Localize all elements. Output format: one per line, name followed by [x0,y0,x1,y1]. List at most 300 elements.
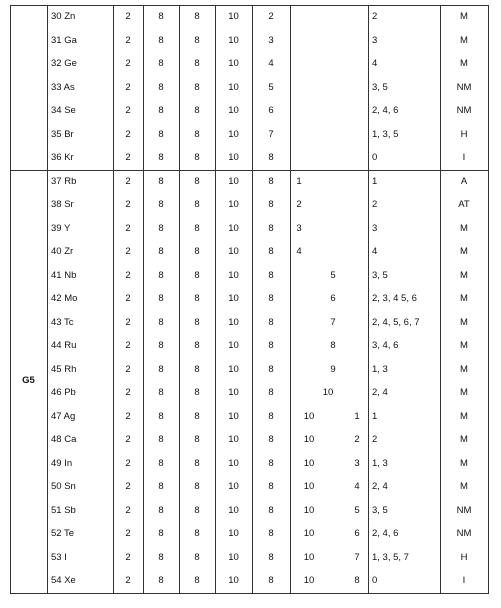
cell-n: 8 [268,363,274,375]
cell-o [321,52,345,76]
cell-k: 2 [125,222,131,234]
cell-valence: 0 [372,152,378,163]
cell-n: 8 [268,175,274,187]
cell-l: 8 [158,246,164,257]
cell-l: 8 [158,434,164,445]
cell-k: 2 [125,152,131,163]
cell-element: 38 Sr [51,199,74,210]
cell-o2: 3 [354,457,360,469]
cell-o2 [346,287,368,311]
cell-m2: 10 [228,11,239,22]
cell-o2: 2 [354,434,360,445]
cell-m: 8 [194,222,200,234]
cell-element: 34 Se [51,105,76,116]
cell-l: 8 [158,11,164,22]
cell-n: 6 [268,105,274,116]
cell-o [321,76,345,100]
cell-n: 8 [268,152,274,163]
cell-o2 [346,311,368,335]
cell-o2 [346,29,368,53]
cell-element: 39 Y [51,222,71,234]
cell-o2 [346,123,368,147]
cell-m2: 10 [228,105,239,116]
cell-m: 8 [194,34,200,46]
cell-o2 [346,193,368,217]
cell-l: 8 [158,575,164,586]
cell-l: 8 [158,504,164,516]
cell-m: 8 [194,363,200,375]
cell-element: 37 Rb [51,175,77,187]
cell-k: 2 [125,363,131,375]
cell-valence: 1 [372,175,378,187]
cell-o2: 5 [354,504,360,516]
cell-k: 2 [125,387,131,398]
cell-m2: 10 [228,199,239,210]
table-row [10,52,488,76]
cell-element: 46 Pb [51,387,76,398]
cell-n2 [290,99,308,123]
cell-valence: 1, 3 [372,457,388,469]
cell-o2 [346,99,368,123]
cell-l: 8 [158,175,164,187]
cell-element: 45 Rh [51,363,77,375]
cell-element: 41 Nb [51,269,77,281]
cell-k: 2 [125,528,131,539]
cell-valence: 2, 4, 6 [372,105,399,116]
cell-o2: 7 [354,551,360,563]
table-row [10,499,488,523]
cell-n: 8 [268,222,274,234]
cell-m2: 10 [228,457,239,469]
cell-k: 2 [125,199,131,210]
cell-element: 44 Ru [51,340,77,351]
cell-m: 8 [194,481,200,492]
cell-l: 8 [158,105,164,116]
cell-o [321,405,345,429]
cell-o [321,475,345,499]
cell-o [321,5,345,29]
cell-o [321,499,345,523]
cell-m: 8 [194,199,200,210]
cell-o [321,29,345,53]
cell-type: M [460,34,468,46]
cell-n2 [290,334,308,358]
table-row [10,264,488,288]
cell-type: NM [456,81,472,93]
cell-n2 [290,29,308,53]
cell-type: NM [456,504,472,516]
table-row [10,334,488,358]
cell-o2: 1 [354,410,360,422]
cell-o [321,99,345,123]
cell-o [321,193,345,217]
cell-o2 [346,240,368,264]
cell-element: 36 Kr [51,152,74,163]
table-row [10,569,488,593]
cell-n: 8 [268,551,274,563]
cell-n2 [290,5,308,29]
cell-n2: 10 [303,481,315,492]
cell-k: 2 [125,316,131,328]
cell-l: 8 [158,269,164,281]
cell-n: 7 [268,128,274,140]
cell-n2: 10 [303,528,315,539]
cell-l: 8 [158,340,164,351]
table-row [10,522,488,546]
cell-n: 5 [268,81,274,93]
cell-n: 8 [268,504,274,516]
cell-k: 2 [125,293,131,304]
cell-type: M [460,222,468,234]
cell-type: NM [456,105,472,116]
cell-n: 8 [268,269,274,281]
cell-o2 [346,76,368,100]
cell-valence: 2, 3, 4 5, 6 [372,293,417,304]
cell-o2 [346,334,368,358]
cell-n2: 1 [296,175,302,187]
cell-o [321,217,345,241]
cell-element: 40 Zr [51,246,74,257]
cell-n2 [290,146,308,170]
cell-m: 8 [194,175,200,187]
cell-element: 32 Ge [51,58,77,69]
cell-k: 2 [125,457,131,469]
cell-l: 8 [158,199,164,210]
cell-m2: 10 [228,81,239,93]
cell-valence: 0 [372,575,378,586]
cell-n2: 3 [296,222,302,234]
cell-m2: 10 [228,481,239,492]
cell-n2 [290,358,308,382]
cell-m: 8 [194,105,200,116]
cell-valence: 2, 4 [372,481,388,492]
table-row [10,546,488,570]
cell-n: 2 [268,11,274,22]
cell-type: M [460,410,468,422]
cell-m2: 10 [228,34,239,46]
cell-o [321,546,345,570]
cell-element: 51 Sb [51,504,76,516]
cell-valence: 2, 4, 5, 6, 7 [372,316,420,328]
cell-o: 9 [330,363,336,375]
cell-element: 54 Xe [51,575,76,586]
cell-type: I [462,152,466,163]
cell-o: 5 [330,269,336,281]
cell-l: 8 [158,363,164,375]
cell-m: 8 [194,504,200,516]
cell-type: M [460,481,468,492]
table-row [10,5,488,29]
cell-n: 8 [268,410,274,422]
cell-m: 8 [194,11,200,22]
cell-l: 8 [158,551,164,563]
cell-k: 2 [125,551,131,563]
cell-l: 8 [158,457,164,469]
cell-type: M [460,58,468,69]
cell-l: 8 [158,58,164,69]
cell-n2 [290,287,308,311]
cell-k: 2 [125,58,131,69]
cell-n2: 2 [296,199,302,210]
cell-o [321,452,345,476]
cell-element: 42 Mo [51,293,78,304]
cell-m2: 10 [228,128,239,140]
cell-element: 48 Ca [51,434,77,445]
cell-n: 3 [268,34,274,46]
cell-type: I [462,575,466,586]
cell-n: 8 [268,481,274,492]
periodic-shell-table [10,5,488,594]
cell-n2: 10 [303,551,315,563]
cell-m: 8 [194,457,200,469]
cell-n2 [290,311,308,335]
cell-l: 8 [158,128,164,140]
cell-m2: 10 [228,222,239,234]
cell-l: 8 [158,481,164,492]
cell-m: 8 [194,128,200,140]
cell-type: M [460,316,468,328]
cell-n2: 10 [303,504,315,516]
table-row [10,76,488,100]
cell-k: 2 [125,504,131,516]
cell-k: 2 [125,128,131,140]
cell-n2: 10 [303,410,315,422]
cell-element: 53 I [51,551,67,563]
cell-m: 8 [194,434,200,445]
table-row [10,99,488,123]
cell-valence: 1 [372,410,378,422]
table-row [10,311,488,335]
cell-o [321,522,345,546]
cell-o [321,170,345,194]
cell-valence: 2, 4 [372,387,388,398]
cell-valence: 3, 5 [372,504,388,516]
cell-k: 2 [125,575,131,586]
cell-element: 33 As [51,81,75,93]
cell-n2: 10 [303,434,315,445]
cell-m2: 10 [228,58,239,69]
cell-k: 2 [125,81,131,93]
cell-m2: 10 [228,363,239,375]
table-row [10,358,488,382]
table-row [10,381,488,405]
cell-type: M [460,293,468,304]
cell-valence: 4 [372,58,378,69]
table-row [10,193,488,217]
cell-m2: 10 [228,387,239,398]
cell-valence: 2 [372,434,378,445]
cell-n2 [290,76,308,100]
cell-o: 10 [322,387,334,398]
cell-o [321,240,345,264]
cell-l: 8 [158,387,164,398]
cell-m: 8 [194,387,200,398]
cell-valence: 3 [372,34,378,46]
cell-k: 2 [125,11,131,22]
cell-o: 7 [330,316,336,328]
cell-m: 8 [194,528,200,539]
cell-type: M [460,434,468,445]
cell-type: M [460,363,468,375]
cell-valence: 3, 4, 6 [372,340,399,351]
cell-k: 2 [125,105,131,116]
cell-valence: 3, 5 [372,81,388,93]
cell-m2: 10 [228,175,239,187]
cell-o2 [346,217,368,241]
cell-element: 31 Ga [51,34,77,46]
cell-type: H [460,128,468,140]
cell-l: 8 [158,222,164,234]
cell-m2: 10 [228,316,239,328]
cell-n: 8 [268,387,274,398]
cell-n: 8 [268,293,274,304]
cell-valence: 1, 3, 5 [372,128,399,140]
cell-element: 43 Tc [51,316,74,328]
cell-type: M [460,387,468,398]
cell-n: 8 [268,528,274,539]
cell-m2: 10 [228,293,239,304]
cell-n: 8 [268,575,274,586]
cell-m2: 10 [228,575,239,586]
cell-l: 8 [158,316,164,328]
cell-type: M [460,457,468,469]
cell-n2: 10 [303,575,315,586]
cell-m: 8 [194,340,200,351]
cell-type: M [460,246,468,257]
cell-o: 8 [330,340,336,351]
cell-n: 8 [268,340,274,351]
cell-m2: 10 [228,269,239,281]
cell-type: M [460,269,468,281]
cell-k: 2 [125,246,131,257]
cell-m: 8 [194,316,200,328]
group-label: G5 [22,375,35,386]
cell-l: 8 [158,81,164,93]
cell-valence: 2, 4, 6 [372,528,399,539]
cell-l: 8 [158,410,164,422]
cell-m2: 10 [228,246,239,257]
table-rule [488,5,489,593]
cell-k: 2 [125,481,131,492]
cell-m: 8 [194,152,200,163]
table-row [10,29,488,53]
cell-m2: 10 [228,434,239,445]
cell-l: 8 [158,34,164,46]
cell-o2 [346,381,368,405]
cell-m2: 10 [228,152,239,163]
table-row [10,405,488,429]
cell-element: 30 Zn [51,11,76,22]
cell-m: 8 [194,575,200,586]
table-rule [10,593,489,594]
cell-o2 [346,146,368,170]
cell-m2: 10 [228,340,239,351]
cell-n2: 4 [296,246,302,257]
cell-o [321,146,345,170]
cell-m: 8 [194,410,200,422]
cell-n: 8 [268,457,274,469]
cell-m2: 10 [228,504,239,516]
table-row [10,123,488,147]
cell-o2: 6 [354,528,360,539]
table-row [10,475,488,499]
cell-k: 2 [125,269,131,281]
cell-valence: 2 [372,199,378,210]
cell-n2: 10 [303,457,315,469]
table-row [10,217,488,241]
cell-m2: 10 [228,528,239,539]
cell-element: 35 Br [51,128,74,140]
cell-type: H [460,551,468,563]
cell-o2 [346,358,368,382]
cell-o2 [346,170,368,194]
cell-type: A [460,175,468,187]
cell-n: 8 [268,316,274,328]
cell-element: 49 In [51,457,73,469]
cell-l: 8 [158,293,164,304]
cell-o [321,428,345,452]
cell-valence: 1, 3 [372,363,388,375]
cell-m: 8 [194,293,200,304]
cell-valence: 2 [372,11,378,22]
table-row [10,428,488,452]
cell-type: AT [458,199,470,210]
cell-o2: 4 [354,481,360,492]
cell-element: 52 Te [51,528,75,539]
cell-m: 8 [194,551,200,563]
cell-n2 [290,123,308,147]
cell-m: 8 [194,246,200,257]
cell-m2: 10 [228,551,239,563]
cell-element: 50 Sn [51,481,76,492]
table-row [10,452,488,476]
cell-m: 8 [194,58,200,69]
cell-type: M [460,340,468,351]
table-row [10,287,488,311]
cell-element: 47 Ag [51,410,76,422]
cell-valence: 3, 5 [372,269,388,281]
table-row [10,170,488,194]
cell-k: 2 [125,340,131,351]
cell-o2 [346,52,368,76]
cell-n2 [290,264,308,288]
cell-o: 6 [330,293,336,304]
cell-k: 2 [125,175,131,187]
cell-n2 [290,381,308,405]
cell-n2 [290,52,308,76]
cell-type: M [460,11,468,22]
cell-l: 8 [158,528,164,539]
cell-m2: 10 [228,410,239,422]
cell-o [321,569,345,593]
cell-n: 8 [268,199,274,210]
table-row [10,146,488,170]
cell-k: 2 [125,34,131,46]
cell-n: 8 [268,434,274,445]
cell-n: 4 [268,58,274,69]
cell-valence: 4 [372,246,378,257]
cell-o2 [346,264,368,288]
table-row [10,240,488,264]
cell-n: 8 [268,246,274,257]
cell-type: NM [456,528,472,539]
cell-valence: 3 [372,222,378,234]
cell-o [321,123,345,147]
cell-o2: 8 [354,575,360,586]
cell-m: 8 [194,81,200,93]
cell-k: 2 [125,410,131,422]
cell-k: 2 [125,434,131,445]
